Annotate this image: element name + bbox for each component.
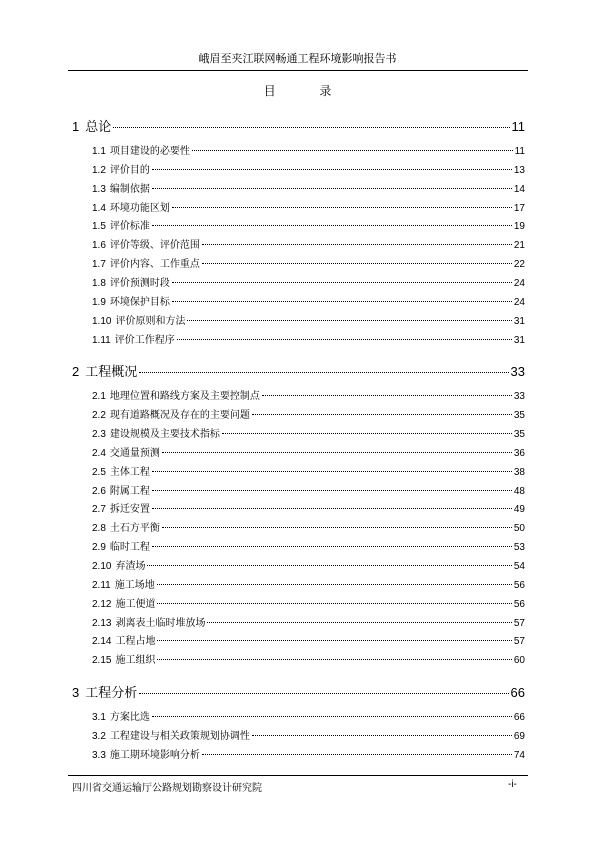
toc-entry-number: 1.1 (92, 146, 106, 157)
toc-entry-page: 38 (513, 466, 525, 478)
toc-section-entry[interactable] (92, 595, 525, 610)
toc-entry-title: 环境保护目标 (109, 296, 170, 308)
toc-section-entry[interactable] (92, 727, 525, 742)
document-title: 峨眉至夹江联网畅通工程环境影响报告书 (198, 52, 397, 65)
toc-section-entry[interactable] (92, 463, 525, 478)
toc-entry-title: 评价预测时段 (109, 277, 170, 289)
toc-section-entry[interactable] (92, 500, 525, 515)
toc-entry-page: 11 (511, 119, 525, 134)
toc-dot-leader (222, 433, 512, 434)
toc-dot-leader (152, 471, 512, 472)
toc-dot-leader (152, 546, 512, 547)
toc-heading: 目 录 (263, 84, 352, 98)
toc-entry-title: 评价原则和方法 (115, 315, 186, 327)
toc-entry-page: 69 (513, 730, 525, 742)
toc-section-entry[interactable] (92, 274, 525, 289)
toc-entry-page: 33 (513, 391, 525, 403)
toc-dot-leader (152, 490, 512, 491)
toc-entry-title: 工程占地 (115, 636, 156, 648)
footer-divider (68, 775, 528, 776)
toc-entry-number: 1.5 (92, 221, 106, 233)
toc-section-entry[interactable] (92, 519, 525, 534)
toc-entry-page: 36 (513, 447, 525, 459)
toc-entry-page: 21 (513, 240, 525, 252)
toc-entry-number: 1 (72, 119, 80, 134)
toc-entry-title: 编制依据 (109, 183, 150, 195)
toc-entry-title: 评价目的 (109, 164, 150, 176)
toc-dot-leader (187, 320, 511, 321)
toc-entry-page: 11 (514, 146, 525, 157)
toc-entry-number: 2.7 (92, 504, 106, 516)
toc-entry-title: 工程分析 (85, 686, 138, 702)
toc-entry-title: 施工便道 (115, 598, 156, 610)
toc-entry-number: 1.10 (92, 315, 112, 327)
toc-entry-page: 60 (513, 655, 525, 667)
toc-section-entry[interactable] (92, 255, 525, 270)
toc-entry-number: 2.12 (92, 598, 112, 610)
toc-entry-title: 拆迁安置 (109, 504, 150, 516)
toc-section-entry[interactable] (92, 142, 525, 157)
footer-organization: 四川省交通运输厅公路规划勘察设计研究院 (72, 783, 262, 794)
toc-entry-page: 14 (513, 183, 525, 195)
toc-section-entry[interactable] (92, 746, 525, 761)
toc-entry-number: 1.3 (92, 183, 106, 195)
toc-dot-leader (252, 735, 512, 736)
toc-dot-leader (152, 169, 512, 170)
toc-entry-title: 建设规模及主要技术指标 (109, 429, 220, 441)
toc-dot-leader (157, 603, 511, 604)
toc-entry-title: 环境功能区划 (109, 202, 170, 214)
toc-dot-leader (192, 150, 513, 151)
toc-dot-leader (262, 395, 512, 396)
toc-section-entry[interactable] (92, 576, 525, 591)
toc-entry-page: 50 (513, 523, 525, 535)
toc-entry-number: 3.3 (92, 749, 106, 761)
toc-entry-number: 3.1 (92, 712, 106, 724)
toc-entry-number: 1.8 (92, 277, 106, 289)
toc-dot-leader (113, 127, 509, 128)
toc-entry-title: 评价标准 (109, 221, 150, 233)
toc-entry-number: 2 (72, 364, 80, 380)
toc-dot-leader (147, 565, 511, 566)
toc-chapter-entry[interactable] (72, 682, 525, 701)
toc-entry-page: 54 (513, 561, 525, 572)
toc-entry-page: 56 (513, 598, 525, 610)
toc-section-entry[interactable] (92, 217, 525, 232)
toc-entry-number: 1.6 (92, 240, 106, 252)
toc-entry-number: 1.11 (92, 334, 111, 346)
toc-entry-page: 31 (513, 315, 525, 327)
toc-dot-leader (139, 693, 508, 694)
toc-dot-leader (152, 225, 512, 226)
toc-dot-leader (152, 716, 512, 717)
toc-entry-number: 3 (72, 685, 80, 701)
footer-page-number: -i- (508, 779, 517, 790)
toc-section-entry[interactable] (92, 161, 525, 176)
table-of-contents (0, 108, 595, 768)
toc-entry-page: 57 (513, 636, 525, 648)
toc-dot-leader (157, 640, 511, 641)
toc-entry-number: 2.6 (92, 485, 106, 497)
toc-entry-number: 2.3 (92, 429, 106, 441)
toc-entry-title: 评价等级、评价范围 (109, 240, 200, 252)
toc-dot-leader (207, 622, 511, 623)
toc-dot-leader (157, 584, 512, 585)
toc-section-entry[interactable] (92, 538, 525, 553)
toc-dot-leader (202, 244, 512, 245)
toc-section-entry[interactable] (92, 236, 525, 251)
toc-entry-title: 总论 (85, 120, 112, 135)
toc-entry-title: 工程建设与相关政策规划协调性 (109, 730, 250, 742)
toc-entry-page: 13 (513, 164, 525, 176)
header-divider (68, 70, 528, 71)
toc-dot-leader (202, 263, 512, 264)
toc-entry-page: 24 (513, 277, 525, 289)
toc-entry-number: 1.4 (92, 202, 106, 214)
toc-entry-title: 评价工作程序 (114, 334, 175, 346)
toc-entry-page: 74 (513, 749, 525, 761)
toc-entry-title: 施工组织 (115, 655, 156, 667)
toc-entry-page: 57 (513, 617, 525, 629)
toc-entry-page: 31 (513, 334, 525, 346)
toc-dot-leader (177, 339, 512, 340)
toc-entry-page: 33 (510, 364, 525, 380)
toc-entry-title: 附属工程 (109, 485, 150, 497)
toc-entry-title: 交通量预测 (109, 447, 160, 459)
toc-entry-page: 19 (513, 221, 525, 233)
toc-entry-number: 3.2 (92, 730, 106, 742)
toc-dot-leader (172, 282, 512, 283)
toc-dot-leader (157, 659, 511, 660)
toc-entry-title: 施工期环境影响分析 (109, 749, 200, 761)
toc-entry-title: 临时工程 (109, 542, 150, 554)
toc-dot-leader (162, 527, 512, 528)
toc-section-entry[interactable] (92, 614, 525, 629)
toc-entry-title: 方案比选 (109, 712, 150, 724)
toc-entry-title: 施工场地 (114, 579, 155, 591)
toc-section-entry[interactable] (92, 406, 525, 421)
toc-entry-title: 剥离表土临时堆放场 (115, 617, 206, 629)
toc-dot-leader (139, 372, 508, 373)
toc-entry-number: 2.1 (92, 391, 106, 403)
toc-section-entry[interactable] (92, 180, 525, 195)
toc-entry-page: 17 (513, 202, 525, 214)
toc-entry-number: 2.5 (92, 466, 106, 478)
toc-entry-number: 2.15 (92, 655, 112, 667)
toc-entry-page: 66 (510, 685, 525, 701)
toc-section-entry[interactable] (92, 444, 525, 459)
toc-section-entry[interactable] (92, 387, 525, 402)
toc-entry-page: 66 (513, 712, 525, 724)
toc-entry-title: 工程概况 (85, 365, 138, 381)
toc-section-entry[interactable] (92, 425, 525, 440)
toc-dot-leader (202, 754, 512, 755)
toc-entry-page: 35 (513, 429, 525, 441)
toc-entry-page: 53 (513, 542, 525, 554)
toc-entry-title: 评价内容、工作重点 (109, 259, 200, 271)
toc-entry-number: 2.2 (92, 410, 106, 422)
toc-chapter-entry[interactable] (72, 361, 525, 380)
toc-entry-number: 1.2 (92, 164, 106, 176)
toc-dot-leader (172, 207, 512, 208)
toc-entry-number: 2.14 (92, 636, 112, 648)
toc-section-entry[interactable] (92, 293, 525, 308)
toc-entry-title: 现有道路概况及存在的主要问题 (109, 410, 250, 422)
toc-entry-number: 1.9 (92, 296, 106, 308)
toc-section-entry[interactable] (92, 482, 525, 497)
toc-section-entry[interactable] (92, 312, 525, 327)
toc-section-entry[interactable] (92, 708, 525, 723)
toc-section-entry[interactable] (92, 632, 525, 647)
toc-entry-number: 2.4 (92, 447, 106, 459)
toc-entry-title: 地理位置和路线方案及主要控制点 (109, 391, 260, 403)
toc-entry-number: 2.10 (92, 561, 112, 572)
toc-chapter-entry[interactable] (72, 116, 525, 135)
toc-section-entry[interactable] (92, 651, 525, 666)
toc-dot-leader (252, 414, 512, 415)
toc-entry-number: 2.9 (92, 542, 106, 554)
toc-entry-number: 2.13 (92, 617, 112, 629)
toc-entry-page: 35 (513, 410, 525, 422)
toc-section-entry[interactable] (92, 199, 525, 214)
toc-dot-leader (162, 452, 512, 453)
toc-entry-page: 48 (513, 485, 525, 497)
toc-dot-leader (152, 508, 512, 509)
toc-section-entry[interactable] (92, 557, 525, 572)
toc-entry-title: 主体工程 (109, 466, 150, 478)
toc-dot-leader (152, 188, 512, 189)
toc-entry-title: 弃渣场 (115, 561, 146, 572)
toc-dot-leader (172, 301, 512, 302)
toc-entry-number: 1.7 (92, 259, 106, 271)
toc-entry-title: 项目建设的必要性 (109, 146, 190, 157)
toc-entry-page: 56 (513, 579, 525, 591)
toc-entry-number: 2.11 (92, 579, 111, 591)
toc-entry-page: 49 (513, 504, 525, 516)
toc-section-entry[interactable] (92, 331, 525, 346)
toc-entry-number: 2.8 (92, 523, 106, 535)
toc-entry-page: 22 (513, 259, 525, 271)
toc-entry-page: 24 (513, 296, 525, 308)
toc-entry-title: 土石方平衡 (109, 523, 160, 535)
